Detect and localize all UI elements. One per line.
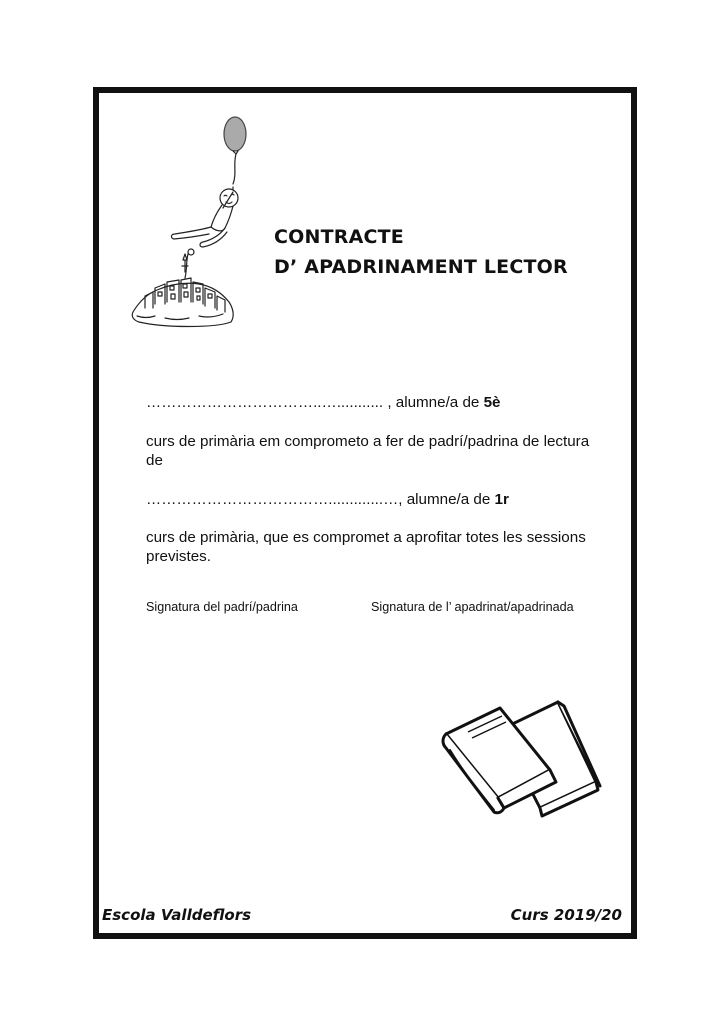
school-name: Escola Valldeflors [102, 906, 252, 924]
commitment-paragraph: curs de primària em comprometo a fer de padrí/padrina de lectura de [146, 433, 590, 469]
books-icon [438, 690, 608, 825]
sponsor-line [146, 393, 616, 412]
sponsored-line [146, 490, 616, 509]
title-line-1: CONTRACTE [274, 226, 404, 248]
document-title [274, 222, 568, 282]
school-year: Curs 2019/20 [510, 906, 622, 924]
signature-sponsor-label: Signatura del padrí/padrina [146, 600, 298, 614]
signature-sponsored-label: Signatura de l’ apadrinat/apadrinada [371, 600, 574, 614]
sponsored-name-blank: ……………………………….............… [146, 491, 399, 508]
sponsor-line-text: , alumne/a de [383, 394, 484, 411]
sponsored-line-text: , alumne/a de [398, 491, 495, 508]
sponsored-grade: 1r [494, 491, 509, 508]
sponsored-commitment-paragraph: curs de primària, que es compromet a aprofitar totes les sessions previstes. [146, 529, 586, 565]
sponsor-name-blank: ……………………………..…........... [146, 394, 384, 411]
sponsor-grade: 5è [483, 394, 501, 411]
balloon-child-over-town-icon [125, 112, 260, 337]
title-line-2: D’ APADRINAMENT LECTOR [274, 256, 568, 278]
